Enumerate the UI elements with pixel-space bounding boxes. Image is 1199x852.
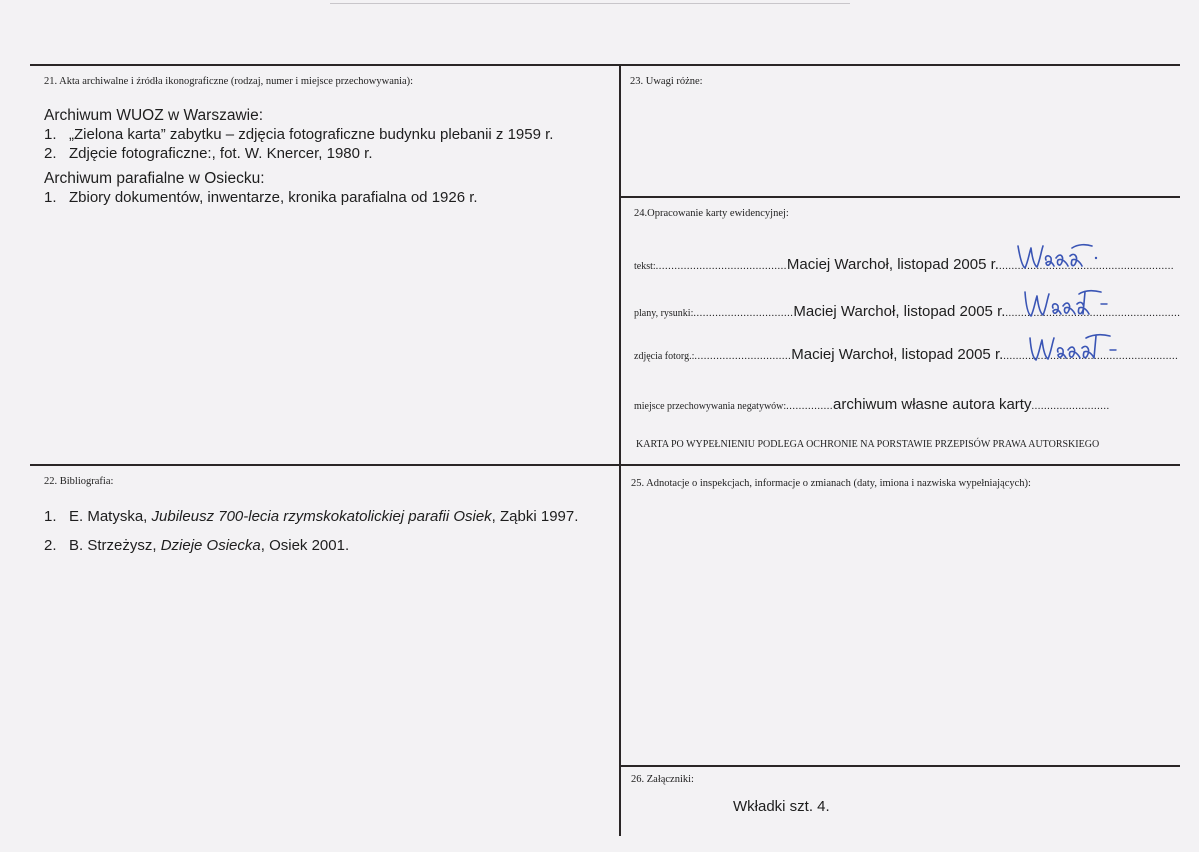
row-plany: plany, rysunki:................................Maciej Warchoł, listopad 2005 r......................................................... bbox=[634, 303, 1181, 320]
center-divider bbox=[619, 64, 621, 836]
section-22-header: 22. Bibliografia: bbox=[44, 476, 114, 487]
top-border bbox=[30, 64, 1180, 66]
signature-icon bbox=[1026, 330, 1118, 366]
middle-border bbox=[30, 464, 1180, 466]
list-item: 1. Zbiory dokumentów, inwentarze, kronika parafialna od 1926 r. bbox=[44, 189, 478, 206]
section-21-header: 21. Akta archiwalne i źródła ikonograficzne (rodzaj, numer i miejsce przechowywania): bbox=[44, 76, 414, 87]
signature-icon bbox=[1021, 286, 1111, 322]
list-item: 2. Zdjęcie fotograficzne:, fot. W. Knercer, 1980 r. bbox=[44, 145, 373, 162]
divider-25-26 bbox=[620, 765, 1180, 767]
section-26-header: 26. Załączniki: bbox=[631, 774, 694, 785]
signature-icon bbox=[1016, 238, 1100, 272]
list-item: 1. „Zielona karta” zabytku – zdjęcia fotograficzne budynku plebanii z 1959 r. bbox=[44, 126, 554, 143]
scan-edge-mark bbox=[330, 3, 850, 4]
bibliography-item: 2. B. Strzeżysz, Dzieje Osiecka, Osiek 2001. bbox=[44, 537, 350, 554]
row-zdjecia: zdjęcia fotorg.:...............................Maciej Warchoł, listopad 2005 r......................................................... bbox=[634, 346, 1179, 363]
archive-wuoz-title: Archiwum WUOZ w Warszawie: bbox=[44, 107, 264, 124]
attachments-value: Wkładki szt. 4. bbox=[733, 798, 830, 815]
section-24-header: 24.Opracowanie karty ewidencyjnej: bbox=[634, 208, 789, 219]
archive-parish-title: Archiwum parafialne w Osiecku: bbox=[44, 170, 265, 187]
section-25-header: 25. Adnotacje o inspekcjach, informacje o zmianach (daty, imiona i nazwiska wypełniających): bbox=[631, 478, 1031, 489]
row-tekst: tekst:..........................................Maciej Warchoł, listopad 2005 r......................................................... bbox=[634, 256, 1174, 273]
divider-23-24 bbox=[620, 196, 1180, 198]
section-23-header: 23. Uwagi różne: bbox=[630, 76, 703, 87]
row-negatywy: miejsce przechowywania negatywów:...............archiwum własne autora karty......................... bbox=[634, 396, 1110, 413]
bibliography-item: 1. E. Matyska, Jubileusz 700-lecia rzymskokatolickiej parafii Osiek, Ząbki 1997. bbox=[44, 508, 579, 525]
copyright-notice: KARTA PO WYPEŁNIENIU PODLEGA OCHRONIE NA PORSTAWIE PRZEPISÓW PRAWA AUTORSKIEGO bbox=[636, 439, 1100, 450]
